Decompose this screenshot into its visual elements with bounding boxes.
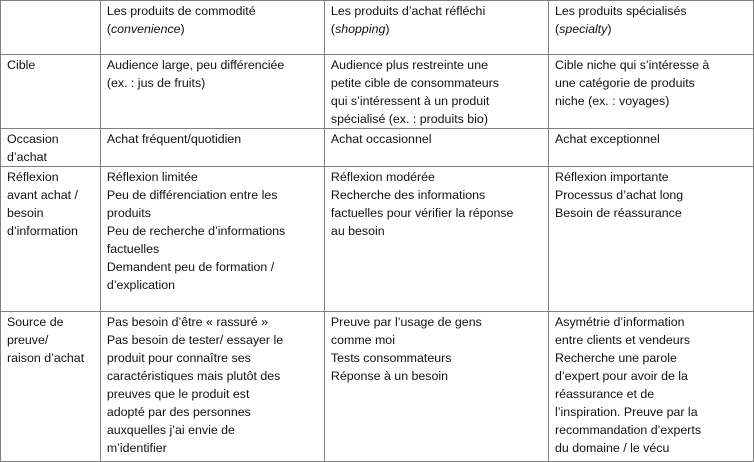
cell-line: Réflexion importante [555, 170, 669, 185]
cell-line: du domaine / le vécu [555, 440, 670, 455]
cell-line: Recherche une parole [555, 350, 677, 365]
header-term: shopping [335, 22, 386, 36]
header-cell-shopping: Les produits d’achat réfléchi (shopping) [324, 1, 548, 55]
cell-line: réassurance et de [555, 386, 655, 401]
header-cell-specialty: Les produits spécialisés (specialty) [549, 1, 754, 55]
table-cell [100, 311, 324, 461]
table-row [1, 311, 754, 461]
cell-line: Recherche des informations [330, 188, 486, 203]
cell-line: d’explication [106, 278, 176, 293]
cell-line: Source de [7, 314, 64, 329]
table-cell [324, 55, 548, 129]
table-cell [549, 129, 754, 167]
cell-line: preuve/ [7, 332, 49, 347]
table-cell [549, 311, 754, 461]
table-cell [100, 129, 324, 167]
cell-line: m’identifier [106, 440, 167, 455]
header-empty-cell [1, 1, 101, 55]
row-label-cell [1, 129, 101, 167]
header-row [1, 1, 754, 55]
cell-line: recommandation d’experts [555, 422, 702, 437]
cell-line: Tests consommateurs [330, 350, 452, 365]
cell-line: Réponse à un besoin [330, 368, 449, 383]
cell-line: Achat occasionnel [330, 132, 432, 147]
cell-line: Occasion [7, 132, 59, 147]
header-title: Les produits spécialisés [555, 4, 687, 18]
header-cell-convenience: Les produits de commodité (convenience) [100, 1, 324, 55]
cell-line: raison d’achat [7, 350, 85, 365]
cell-line: Besoin de réassurance [555, 206, 682, 221]
row-label-cell [1, 167, 101, 311]
cell-line: Demandent peu de formation / [106, 260, 275, 275]
cell-line: Audience plus restreinte une [330, 58, 488, 73]
cell-line: Réflexion limitée [106, 170, 198, 185]
cell-line: factuelles pour vérifier la réponse [330, 206, 514, 221]
table-cell [549, 55, 754, 129]
cell-line: adopté par des personnes [106, 404, 251, 419]
table-row [1, 167, 754, 311]
cell-line: Réflexion modérée [330, 170, 435, 185]
cell-line: besoin [7, 206, 44, 221]
table-cell [324, 311, 548, 461]
cell-line: factuelles [106, 242, 160, 257]
cell-line: d’achat [7, 150, 47, 165]
row-label-cell [1, 311, 101, 461]
cell-line: auxquelles j’ai envie de [106, 422, 235, 437]
table-row [1, 55, 754, 129]
cell-line: niche (ex. : voyages) [555, 94, 670, 109]
header-title: Les produits de commodité [106, 4, 256, 18]
cell-line: d’information [7, 224, 78, 239]
cell-line: Asymétrie d’information [555, 314, 685, 329]
header-title: Les produits d’achat réfléchi [330, 4, 486, 18]
cell-line: Achat fréquent/quotidien [106, 132, 242, 147]
cell-line: au besoin [330, 224, 385, 239]
header-term: specialty [559, 22, 608, 36]
table-cell [324, 167, 548, 311]
cell-line: qui s’intéressent à un produit [330, 94, 490, 109]
cell-line: caractéristiques mais plutôt des [106, 368, 281, 383]
table-cell [100, 167, 324, 311]
cell-line: une catégorie de produits [555, 76, 695, 91]
cell-line: Réflexion [7, 170, 59, 185]
cell-line: Cible niche qui s’intéresse à [555, 58, 710, 73]
header-term: convenience [110, 22, 181, 36]
table-row [1, 129, 754, 167]
cell-line: entre clients et vendeurs [555, 332, 691, 347]
cell-line: petite cible de consommateurs [330, 76, 499, 91]
table-cell [324, 129, 548, 167]
cell-line: produits [106, 206, 151, 221]
cell-line: avant achat / [7, 188, 78, 203]
cell-line: spécialisé (ex. : produits bio) [330, 112, 488, 127]
row-label-cell [1, 55, 101, 129]
table-cell [549, 167, 754, 311]
cell-line: Audience large, peu différenciée [106, 58, 285, 73]
cell-line: l’inspiration. Preuve par la [555, 404, 698, 419]
cell-line: Pas besoin de tester/ essayer le [106, 332, 284, 347]
cell-line: Peu de recherche d’informations [106, 224, 286, 239]
cell-line: (ex. : jus de fruits) [106, 76, 206, 91]
cell-line: Achat exceptionnel [555, 132, 660, 147]
cell-line: d’expert pour avoir de la [555, 368, 688, 383]
table-cell [100, 55, 324, 129]
cell-line: Processus d’achat long [555, 188, 684, 203]
cell-line: produit pour connaître ses [106, 350, 251, 365]
cell-line: preuves que le produit est [106, 386, 250, 401]
cell-line: Peu de différenciation entre les [106, 188, 278, 203]
cell-line: Cible [7, 58, 36, 73]
cell-line: Pas besoin d’être « rassuré » [106, 314, 268, 329]
cell-line: comme moi [330, 332, 395, 347]
cell-line: Preuve par l’usage de gens [330, 314, 482, 329]
